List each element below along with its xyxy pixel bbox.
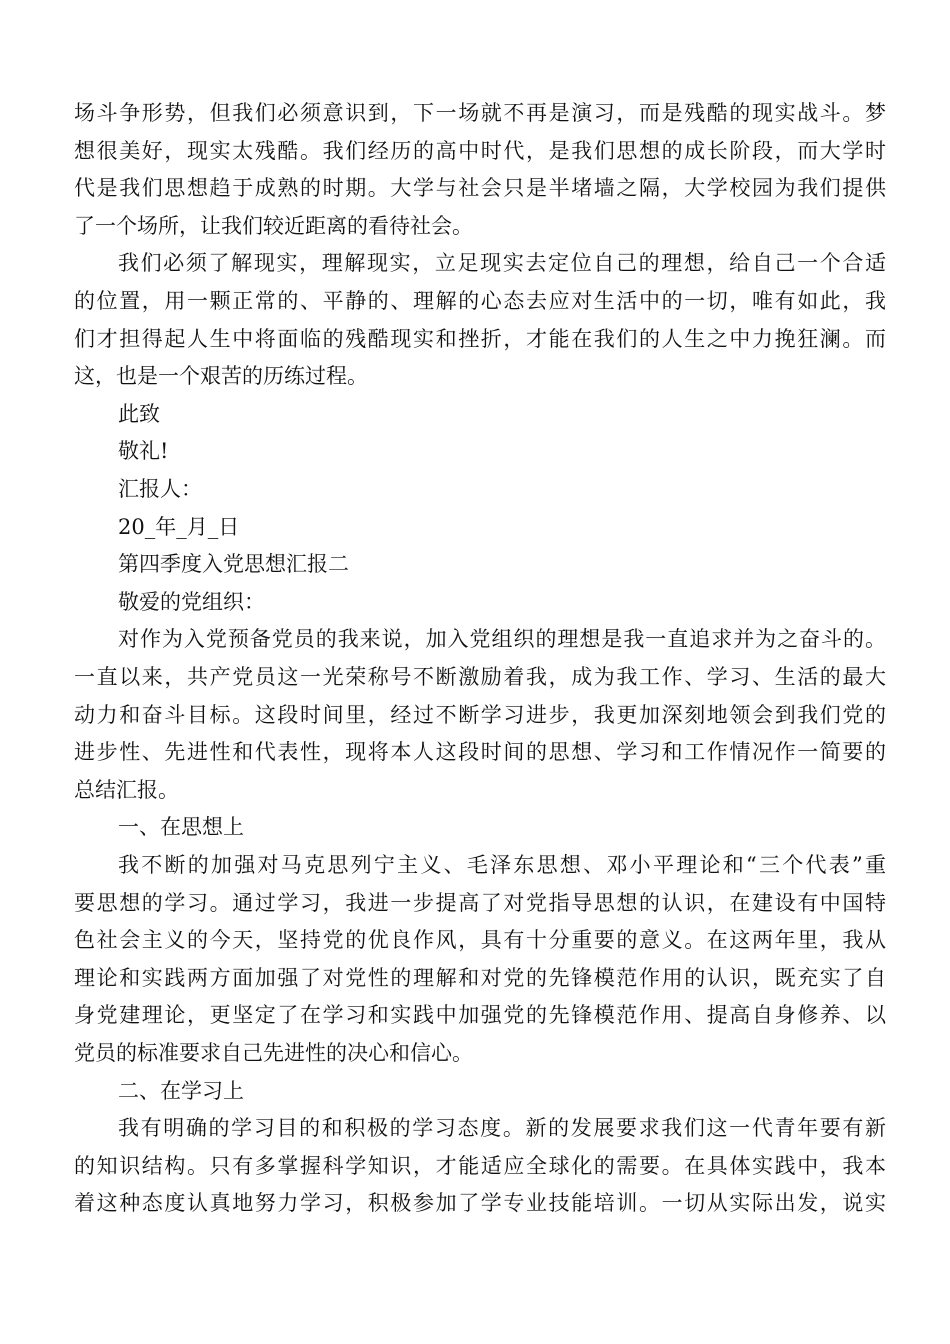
text-line: 我不断的加强对马克思列宁主义、毛泽东思想、邓小平理论和“三个代表”重 — [118, 853, 886, 877]
text-line: 一、在思想上 — [118, 815, 244, 839]
text-line: 的知识结构。只有多掌握科学知识，才能适应全球化的需要。在具体实践中，我本 — [74, 1154, 886, 1178]
text-line: 二、在学习上 — [118, 1079, 244, 1103]
text-line: 色社会主义的今天，坚持党的优良作风，具有十分重要的意义。在这两年里，我从 — [74, 928, 886, 952]
text-line: 第四季度入党思想汇报二 — [118, 552, 349, 576]
text-line: 这，也是一个艰苦的历练过程。 — [74, 364, 368, 388]
text-line: 我们必须了解现实，理解现实，立足现实去定位自己的理想，给自己一个合适 — [118, 251, 886, 275]
text-line: 代是我们思想趋于成熟的时期。大学与社会只是半堵墙之隔，大学校园为我们提供 — [74, 176, 886, 200]
text-line: 们才担得起人生中将面临的残酷现实和挫折，才能在我们的人生之中力挽狂澜。而 — [74, 327, 886, 351]
text-line: 20_年_月_日 — [118, 515, 240, 539]
text-line: 对作为入党预备党员的我来说，加入党组织的理想是我一直追求并为之奋斗的。 — [118, 627, 886, 651]
text-line: 理论和实践两方面加强了对党性的理解和对党的先锋模范作用的认识，既充实了自 — [74, 966, 886, 990]
text-line: 敬礼! — [118, 439, 169, 463]
text-line: 此致 — [118, 402, 160, 426]
text-line: 动力和奋斗目标。这段时间里，经过不断学习进步，我更加深刻地领会到我们党的 — [74, 703, 886, 727]
text-line: 党员的标准要求自己先进性的决心和信心。 — [74, 1041, 473, 1065]
text-line: 总结汇报。 — [74, 778, 179, 802]
text-line: 要思想的学习。通过学习，我进一步提高了对党指导思想的认识，在建设有中国特 — [74, 891, 886, 915]
text-line: 想很美好，现实太残酷。我们经历的高中时代，是我们思想的成长阶段，而大学时 — [74, 139, 886, 163]
text-line: 进步性、先进性和代表性，现将本人这段时间的思想、学习和工作情况作一简要的 — [74, 740, 886, 764]
text-line: 场斗争形势，但我们必须意识到，下一场就不再是演习，而是残酷的现实战斗。梦 — [74, 101, 886, 125]
text-line: 的位置，用一颗正常的、平静的、理解的心态去应对生活中的一切，唯有如此，我 — [74, 289, 886, 313]
text-line: 我有明确的学习目的和积极的学习态度。新的发展要求我们这一代青年要有新 — [118, 1116, 886, 1140]
text-line: 了一个场所，让我们较近距离的看待社会。 — [74, 214, 473, 238]
text-line: 汇报人： — [118, 477, 202, 501]
text-line: 着这种态度认真地努力学习，积极参加了学专业技能培训。一切从实际出发，说实 — [74, 1191, 886, 1215]
text-line: 敬爱的党组织： — [118, 590, 265, 614]
text-line: 一直以来，共产党员这一光荣称号不断激励着我，成为我工作、学习、生活的最大 — [74, 665, 886, 689]
text-line: 身党建理论，更坚定了在学习和实践中加强党的先锋模范作用、提高自身修养、以 — [74, 1003, 886, 1027]
